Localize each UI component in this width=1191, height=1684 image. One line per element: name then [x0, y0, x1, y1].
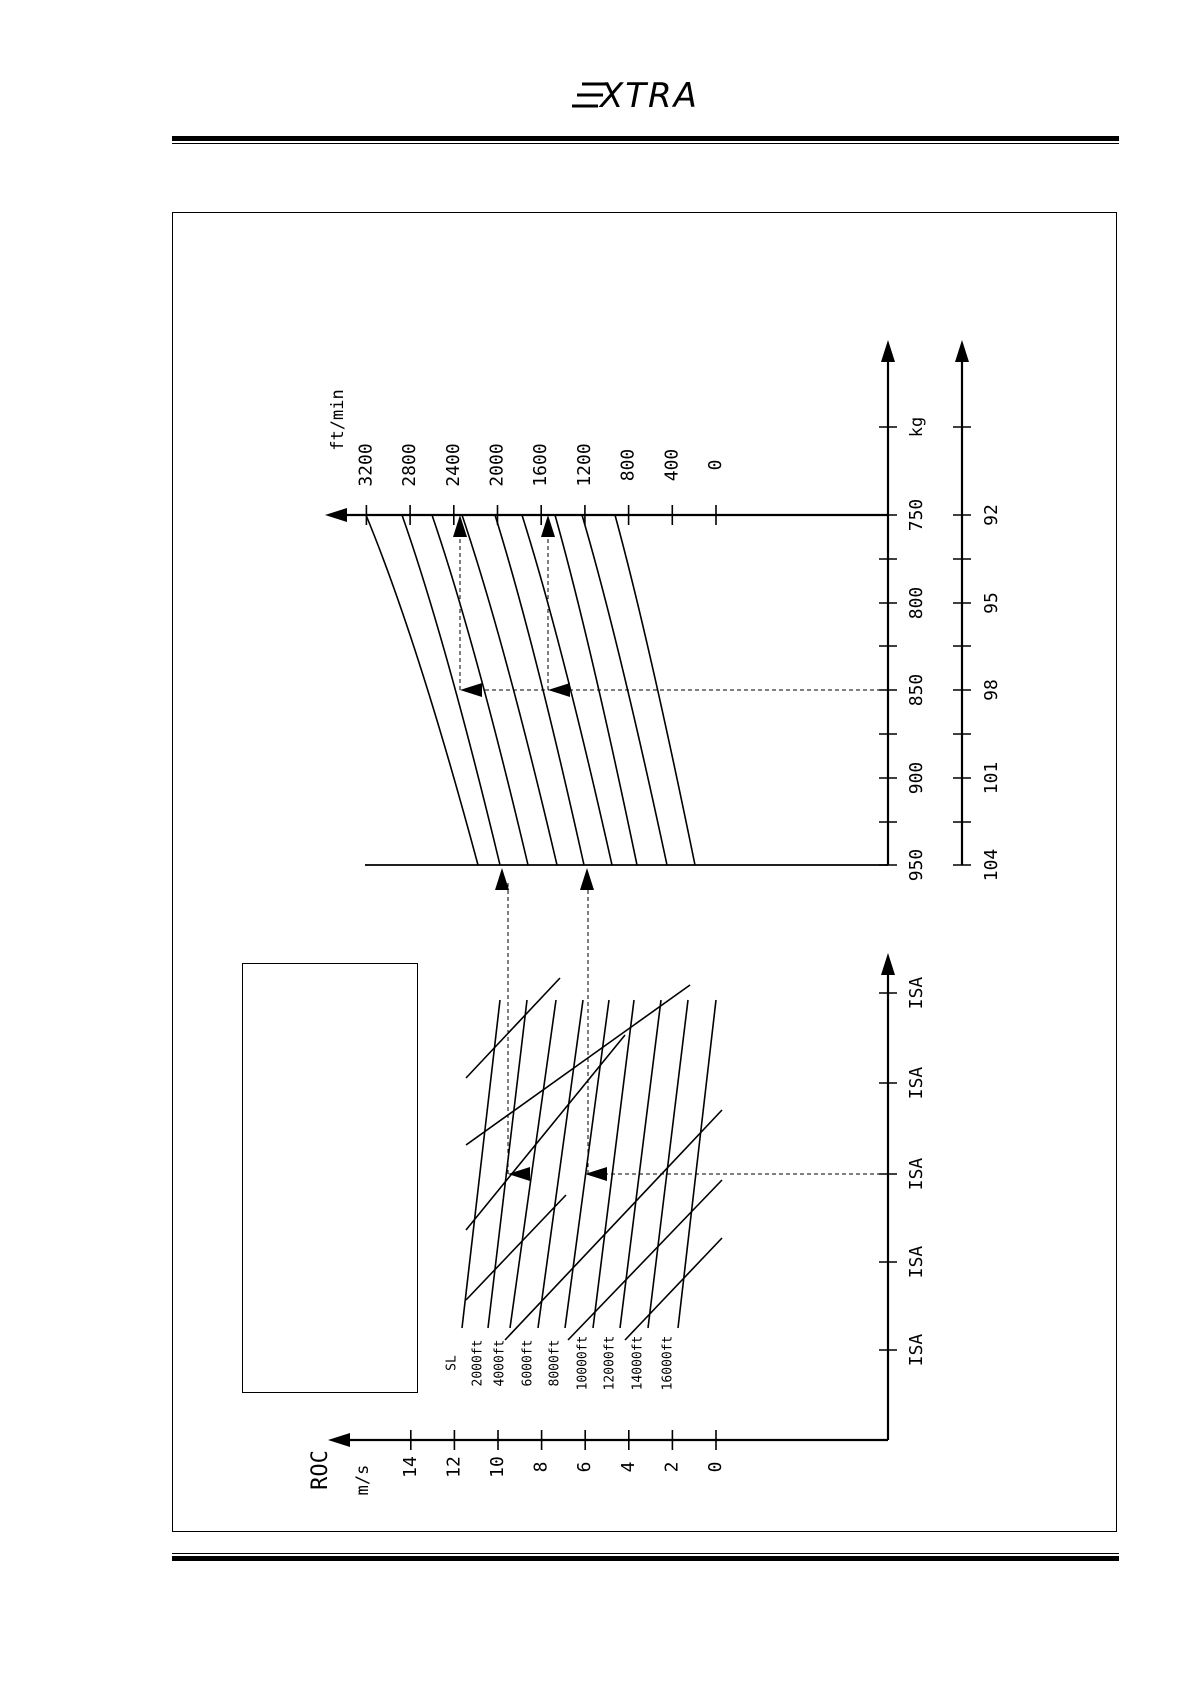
- reading-arrow-3: [495, 868, 509, 890]
- temperature-tick-label: ISA: [906, 1157, 927, 1191]
- altitude-label: 8000ft: [547, 1339, 563, 1387]
- altitude-line: [648, 1000, 688, 1328]
- altitude-label: 2000ft: [470, 1339, 486, 1387]
- reading-arrow-6: [548, 683, 570, 697]
- reading-arrow-8: [541, 515, 555, 537]
- roc-ftmin-tick-label: 2400: [442, 443, 464, 487]
- secondary-tick-label: 101: [981, 761, 1002, 795]
- altitude-label: 10000ft: [575, 1335, 591, 1391]
- secondary-tick-label: 95: [981, 592, 1002, 614]
- roc-ms-tick-label: 0: [705, 1461, 726, 1473]
- roc-axis-arrow: [328, 1433, 350, 1447]
- altitude-label: SL: [444, 1355, 460, 1371]
- altitude-label: 16000ft: [660, 1335, 676, 1391]
- temperature-tick-label: ISA: [906, 1066, 927, 1100]
- temperature-axis-arrow: [881, 953, 895, 975]
- secondary-tick-label: 98: [981, 679, 1002, 701]
- roc-ftmin-tick-label: 800: [617, 448, 639, 482]
- altitude-line: [565, 1000, 609, 1328]
- altitude-label: 4000ft: [492, 1339, 508, 1387]
- roc-ms-tick-label: 10: [487, 1456, 508, 1478]
- roc-ms-tick-label: 8: [530, 1461, 552, 1473]
- reading-arrow-4: [580, 868, 594, 890]
- altitude-line: [510, 1000, 556, 1328]
- secondary-tick-label: 104: [981, 848, 1002, 882]
- temperature-guide-line: [568, 1180, 722, 1340]
- temperature-guide-line: [466, 978, 560, 1078]
- weight-tick-label: 750: [906, 498, 927, 532]
- roc-axis-label: ROC: [308, 1450, 333, 1490]
- weight-tick-label: 850: [906, 673, 927, 707]
- secondary-tick-label: 92: [981, 504, 1002, 526]
- roc-ftmin-tick-label: 1200: [573, 443, 595, 487]
- roc-ftmin-tick-label: 2800: [399, 443, 421, 487]
- roc-ms-tick-label: 2: [661, 1461, 683, 1473]
- footer-rule-thick: [172, 1556, 1119, 1561]
- secondary-axis-arrow: [955, 340, 969, 362]
- roc-ftmin-tick-label: 0: [705, 459, 726, 471]
- roc-ms-tick-label: 4: [617, 1461, 639, 1473]
- altitude-label: 14000ft: [630, 1335, 646, 1391]
- brand-text: XTRA: [600, 76, 699, 116]
- temperature-tick-label: ISA: [906, 976, 927, 1010]
- weight-tick-label: 800: [906, 586, 927, 620]
- weight-axis-arrow: [881, 340, 895, 362]
- altitude-label: 12000ft: [602, 1335, 618, 1391]
- temperature-tick-label: ISA: [906, 1333, 927, 1367]
- temperature-guide-line: [625, 1238, 722, 1340]
- temperature-guide-line: [466, 1035, 625, 1230]
- roc-ftmin-unit: ft/min: [328, 389, 348, 451]
- weight-unit: kg: [907, 416, 927, 438]
- footer-rule-thin: [172, 1553, 1119, 1554]
- reading-arrow-5: [460, 683, 482, 697]
- temperature-tick-label: ISA: [906, 1245, 927, 1279]
- roc-ftmin-tick-label: 1600: [530, 443, 552, 487]
- roc-ms-tick-label: 12: [443, 1456, 465, 1478]
- roc-ftmin-axis-arrow: [325, 508, 347, 522]
- reading-arrow-1: [508, 1167, 530, 1181]
- weight-tick-label: 950: [906, 848, 927, 882]
- roc-ftmin-tick-label: 3200: [355, 443, 377, 487]
- roc-ftmin-tick-label: 2000: [486, 443, 508, 487]
- roc-ms-unit: m/s: [353, 1464, 373, 1496]
- roc-ms-tick-label: 14: [399, 1456, 421, 1478]
- altitude-line: [538, 1000, 583, 1328]
- roc-ms-tick-label: 6: [574, 1461, 596, 1473]
- weight-tick-label: 900: [906, 761, 927, 795]
- altitude-label: 6000ft: [520, 1339, 536, 1387]
- roc-ftmin-tick-label: 400: [661, 448, 683, 482]
